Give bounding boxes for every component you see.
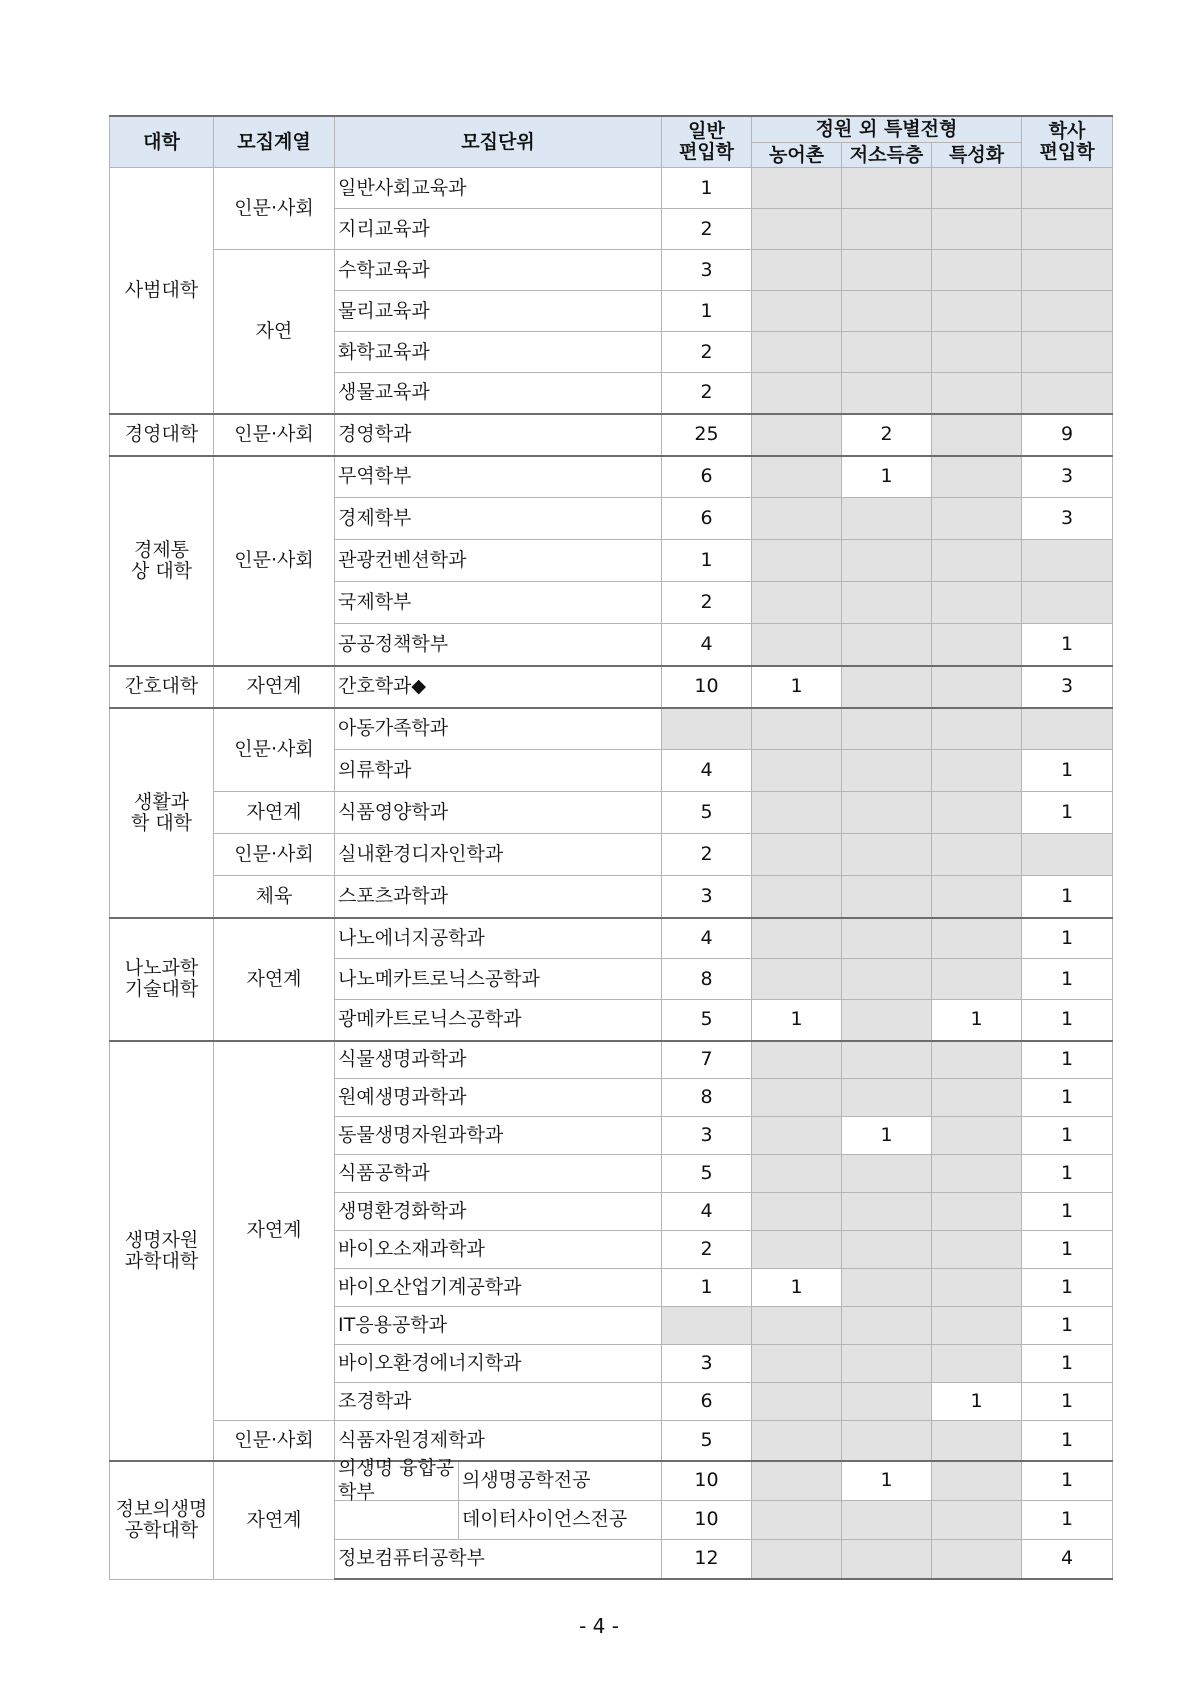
rural-cell: [752, 373, 842, 414]
header-field: 모집계열: [214, 116, 335, 168]
rural-cell: [752, 1041, 842, 1079]
unit-cell: 나노메카트로닉스공학과: [335, 959, 662, 1000]
rural-cell: [752, 540, 842, 582]
general-cell: 10: [662, 1461, 752, 1501]
header-general-transfer: [662, 116, 752, 168]
header-specialized: 특성화: [932, 143, 1022, 168]
rural-cell: [752, 582, 842, 624]
specialized-cell: [932, 1539, 1022, 1579]
unit-cell: 화학교육과: [335, 332, 662, 373]
header-special-admission: 정원 외 특별전형: [752, 116, 1022, 143]
bachelor-cell: 1: [1022, 918, 1113, 959]
unit-cell: 나노에너지공학과: [335, 918, 662, 959]
bachelor-cell: 3: [1022, 666, 1113, 708]
bachelor-cell: 1: [1022, 1041, 1113, 1079]
unit-cell: 스포츠과학과: [335, 876, 662, 918]
low-income-cell: [842, 1539, 932, 1579]
rural-cell: [752, 332, 842, 373]
low-income-cell: [842, 209, 932, 250]
unit-group-cell: [335, 1456, 662, 1503]
bachelor-cell: 1: [1022, 1079, 1113, 1117]
general-cell: 6: [662, 456, 752, 498]
rural-cell: [752, 250, 842, 291]
general-cell: 12: [662, 1539, 752, 1579]
specialized-cell: [932, 959, 1022, 1000]
low-income-cell: [842, 1269, 932, 1307]
unit-cell: 수학교육과: [335, 250, 662, 291]
specialized-cell: [932, 876, 1022, 918]
field-cell: 인문·사회: [214, 414, 335, 456]
low-income-cell: [842, 291, 932, 332]
bachelor-cell: 1: [1022, 1117, 1113, 1155]
rural-cell: [752, 414, 842, 456]
rural-cell: [752, 1500, 842, 1539]
college-name: 경제통상 대학: [130, 538, 193, 582]
bachelor-cell: 3: [1022, 498, 1113, 540]
low-income-cell: [842, 332, 932, 373]
unit-cell: 지리교육과: [335, 209, 662, 250]
header-rural: 농어촌: [752, 143, 842, 168]
rural-cell: [752, 876, 842, 918]
rural-cell: [752, 1421, 842, 1461]
unit-cell: 국제학부: [335, 582, 662, 624]
general-cell: 6: [662, 1383, 752, 1421]
specialized-cell: [932, 540, 1022, 582]
low-income-cell: [842, 1421, 932, 1461]
rural-cell: [752, 624, 842, 666]
low-income-cell: [842, 1079, 932, 1117]
unit-cell: 아동가족학과: [335, 708, 662, 750]
unit-cell: 물리교육과: [335, 291, 662, 332]
unit-cell: 바이오산업기계공학과: [335, 1269, 662, 1307]
unit-cell: 실내환경디자인학과: [335, 834, 662, 876]
unit-cell: 생물교육과: [335, 373, 662, 414]
college-cell: [110, 1041, 214, 1461]
low-income-cell: [842, 1155, 932, 1193]
general-cell: 3: [662, 250, 752, 291]
field-cell: 체육: [214, 876, 335, 918]
unit-cell: 조경학과: [335, 1383, 662, 1421]
low-income-cell: [842, 250, 932, 291]
low-income-cell: [842, 834, 932, 876]
specialized-cell: [932, 1421, 1022, 1461]
specialized-cell: [932, 708, 1022, 750]
college-cell: 경영대학: [110, 414, 214, 456]
field-cell: 자연: [214, 250, 335, 414]
general-cell: 4: [662, 624, 752, 666]
field-cell: 인문·사회: [214, 456, 335, 666]
field-cell: 인문·사회: [214, 834, 335, 876]
specialized-cell: [932, 456, 1022, 498]
unit-cell: 식물생명과학과: [335, 1041, 662, 1079]
college-name: 생명자원 과학대학: [124, 1228, 199, 1272]
specialized-cell: [932, 1041, 1022, 1079]
unit-group-spacer: [335, 1501, 459, 1539]
specialized-cell: [932, 666, 1022, 708]
bachelor-cell: 1: [1022, 1421, 1113, 1461]
rural-cell: [752, 1307, 842, 1345]
general-cell: [662, 708, 752, 750]
general-cell: 2: [662, 834, 752, 876]
bachelor-cell: 1: [1022, 1461, 1113, 1501]
specialized-cell: [932, 209, 1022, 250]
field-cell: 자연계: [214, 1041, 335, 1421]
low-income-cell: [842, 1041, 932, 1079]
bachelor-cell: 1: [1022, 1231, 1113, 1269]
bachelor-cell: [1022, 168, 1113, 209]
general-cell: 1: [662, 540, 752, 582]
bachelor-cell: [1022, 291, 1113, 332]
bachelor-cell: 1: [1022, 1307, 1113, 1345]
specialized-cell: [932, 1193, 1022, 1231]
general-cell: 1: [662, 291, 752, 332]
low-income-cell: [842, 1231, 932, 1269]
header-bachelor-transfer-line1: 학사: [1048, 120, 1086, 143]
unit-cell: 의류학과: [335, 750, 662, 792]
low-income-cell: [842, 1193, 932, 1231]
general-cell: 6: [662, 498, 752, 540]
low-income-cell: [842, 666, 932, 708]
low-income-cell: [842, 498, 932, 540]
specialized-cell: [932, 1307, 1022, 1345]
header-bachelor-transfer: [1022, 116, 1113, 168]
bachelor-cell: 4: [1022, 1539, 1113, 1579]
unit-cell: 정보컴퓨터공학부: [335, 1539, 662, 1579]
specialized-cell: [932, 918, 1022, 959]
unit-cell: 바이오환경에너지학과: [335, 1345, 662, 1383]
specialized-cell: [932, 250, 1022, 291]
low-income-cell: [842, 1500, 932, 1539]
college-cell: [110, 918, 214, 1041]
low-income-cell: 1: [842, 1117, 932, 1155]
general-cell: 5: [662, 1155, 752, 1193]
rural-cell: [752, 918, 842, 959]
general-cell: [662, 1307, 752, 1345]
general-cell: 10: [662, 666, 752, 708]
unit-cell: 식품공학과: [335, 1155, 662, 1193]
bachelor-cell: [1022, 834, 1113, 876]
bachelor-cell: 1: [1022, 959, 1113, 1000]
admissions-table-container: [109, 115, 1112, 1580]
general-cell: 2: [662, 1231, 752, 1269]
college-cell: [110, 708, 214, 918]
rural-cell: 1: [752, 1269, 842, 1307]
unit-cell: 관광컨벤션학과: [335, 540, 662, 582]
specialized-cell: [932, 582, 1022, 624]
unit-cell: 경제학부: [335, 498, 662, 540]
low-income-cell: [842, 750, 932, 792]
general-cell: 3: [662, 1345, 752, 1383]
bachelor-cell: [1022, 250, 1113, 291]
bachelor-cell: [1022, 209, 1113, 250]
header-unit: 모집단위: [335, 116, 662, 168]
general-cell: 4: [662, 1193, 752, 1231]
low-income-cell: [842, 168, 932, 209]
bachelor-cell: 3: [1022, 456, 1113, 498]
specialized-cell: [932, 1461, 1022, 1501]
unit-cell: 데이터사이언스전공: [462, 1508, 628, 1531]
bachelor-cell: 1: [1022, 750, 1113, 792]
specialized-cell: [932, 624, 1022, 666]
rural-cell: [752, 498, 842, 540]
field-cell: 자연계: [214, 1461, 335, 1580]
specialized-cell: [932, 1117, 1022, 1155]
unit-cell: 공공정책학부: [335, 624, 662, 666]
bachelor-cell: [1022, 708, 1113, 750]
low-income-cell: [842, 1000, 932, 1041]
bachelor-cell: [1022, 582, 1113, 624]
specialized-cell: [932, 1079, 1022, 1117]
low-income-cell: [842, 918, 932, 959]
low-income-cell: [842, 792, 932, 834]
rural-cell: [752, 1539, 842, 1579]
college-name: 생활과학 대학: [130, 790, 193, 834]
general-cell: 8: [662, 1079, 752, 1117]
unit-cell: 식품영양학과: [335, 792, 662, 834]
low-income-cell: [842, 1383, 932, 1421]
college-name: 정보의생명 공학대학: [115, 1498, 208, 1541]
bachelor-cell: 9: [1022, 414, 1113, 456]
bachelor-cell: 1: [1022, 1345, 1113, 1383]
low-income-cell: [842, 373, 932, 414]
college-cell: [110, 456, 214, 666]
rural-cell: 1: [752, 666, 842, 708]
rural-cell: [752, 750, 842, 792]
unit-cell: 동물생명자원과학과: [335, 1117, 662, 1155]
unit-cell: 의생명공학전공: [462, 1469, 591, 1492]
bachelor-cell: 1: [1022, 1155, 1113, 1193]
specialized-cell: [932, 332, 1022, 373]
rural-cell: [752, 209, 842, 250]
college-cell: 사범대학: [110, 168, 214, 414]
general-cell: 5: [662, 1421, 752, 1461]
specialized-cell: [932, 834, 1022, 876]
rural-cell: [752, 456, 842, 498]
general-cell: 25: [662, 414, 752, 456]
low-income-cell: 1: [842, 456, 932, 498]
low-income-cell: [842, 540, 932, 582]
general-cell: 8: [662, 959, 752, 1000]
low-income-cell: 2: [842, 414, 932, 456]
general-cell: 1: [662, 168, 752, 209]
bachelor-cell: 1: [1022, 1000, 1113, 1041]
rural-cell: [752, 168, 842, 209]
unit-cell: 무역학부: [335, 456, 662, 498]
bachelor-cell: 1: [1022, 624, 1113, 666]
bachelor-cell: 1: [1022, 1193, 1113, 1231]
rural-cell: [752, 1117, 842, 1155]
specialized-cell: [932, 168, 1022, 209]
general-cell: 3: [662, 876, 752, 918]
page-number: - 4 -: [579, 1614, 619, 1638]
field-cell: 인문·사회: [214, 168, 335, 250]
general-cell: 2: [662, 209, 752, 250]
rural-cell: [752, 1155, 842, 1193]
specialized-cell: [932, 1500, 1022, 1539]
general-cell: 4: [662, 918, 752, 959]
header-college: 대학: [110, 116, 214, 168]
specialized-cell: [932, 498, 1022, 540]
rural-cell: [752, 1461, 842, 1501]
rural-cell: [752, 959, 842, 1000]
low-income-cell: [842, 582, 932, 624]
general-cell: 4: [662, 750, 752, 792]
low-income-cell: [842, 708, 932, 750]
unit-cell: 원예생명과학과: [335, 1079, 662, 1117]
specialized-cell: [932, 1155, 1022, 1193]
unit-cell: 생명환경화학과: [335, 1193, 662, 1231]
general-cell: 5: [662, 1000, 752, 1041]
low-income-cell: [842, 1345, 932, 1383]
specialized-cell: [932, 414, 1022, 456]
field-cell: 인문·사회: [214, 708, 335, 792]
bachelor-cell: 1: [1022, 792, 1113, 834]
field-cell: 인문·사회: [214, 1421, 335, 1461]
low-income-cell: [842, 959, 932, 1000]
header-bachelor-transfer-line2: 편입학: [1039, 141, 1095, 163]
specialized-cell: [932, 1231, 1022, 1269]
unit-cell: 경영학과: [335, 414, 662, 456]
transfer-quota-table: [109, 115, 1113, 1580]
unit-group-label: 의생명 융합공학부: [335, 1462, 459, 1500]
specialized-cell: [932, 1269, 1022, 1307]
college-cell: 간호대학: [110, 666, 214, 708]
header-low-income: 저소득층: [842, 143, 932, 168]
specialized-cell: [932, 1345, 1022, 1383]
specialized-cell: [932, 750, 1022, 792]
header-general-transfer-line1: 일반: [688, 120, 725, 143]
low-income-cell: [842, 1307, 932, 1345]
low-income-cell: [842, 624, 932, 666]
field-cell: 자연계: [214, 792, 335, 834]
general-cell: 2: [662, 373, 752, 414]
rural-cell: [752, 291, 842, 332]
rural-cell: [752, 708, 842, 750]
specialized-cell: 1: [932, 1000, 1022, 1041]
unit-cell: 광메카트로닉스공학과: [335, 1000, 662, 1041]
bachelor-cell: 1: [1022, 876, 1113, 918]
low-income-cell: 1: [842, 1461, 932, 1501]
general-cell: 2: [662, 332, 752, 373]
college-name: 나노과학 기술대학: [124, 957, 199, 1000]
rural-cell: [752, 1079, 842, 1117]
general-cell: 3: [662, 1117, 752, 1155]
specialized-cell: [932, 792, 1022, 834]
bachelor-cell: 1: [1022, 1500, 1113, 1539]
bachelor-cell: [1022, 373, 1113, 414]
specialized-cell: 1: [932, 1383, 1022, 1421]
unit-group-cell: [335, 1500, 662, 1539]
bachelor-cell: 1: [1022, 1383, 1113, 1421]
rural-cell: [752, 834, 842, 876]
unit-cell: 일반사회교육과: [335, 168, 662, 209]
bachelor-cell: 1: [1022, 1269, 1113, 1307]
rural-cell: [752, 1193, 842, 1231]
rural-cell: [752, 1231, 842, 1269]
field-cell: 자연계: [214, 666, 335, 708]
college-cell: [110, 1461, 214, 1580]
general-cell: 7: [662, 1041, 752, 1079]
unit-cell: IT응용공학과: [335, 1307, 662, 1345]
specialized-cell: [932, 291, 1022, 332]
rural-cell: [752, 792, 842, 834]
bachelor-cell: [1022, 540, 1113, 582]
general-cell: 10: [662, 1500, 752, 1539]
rural-cell: [752, 1345, 842, 1383]
unit-cell: 바이오소재과학과: [335, 1231, 662, 1269]
general-cell: 5: [662, 792, 752, 834]
bachelor-cell: [1022, 332, 1113, 373]
unit-cell: 식품자원경제학과: [335, 1421, 662, 1461]
unit-cell: 간호학과◆: [335, 666, 662, 708]
rural-cell: 1: [752, 1000, 842, 1041]
general-cell: 1: [662, 1269, 752, 1307]
rural-cell: [752, 1383, 842, 1421]
field-cell: 자연계: [214, 918, 335, 1041]
low-income-cell: [842, 876, 932, 918]
general-cell: 2: [662, 582, 752, 624]
header-general-transfer-line2: 편입학: [678, 141, 735, 163]
specialized-cell: [932, 373, 1022, 414]
